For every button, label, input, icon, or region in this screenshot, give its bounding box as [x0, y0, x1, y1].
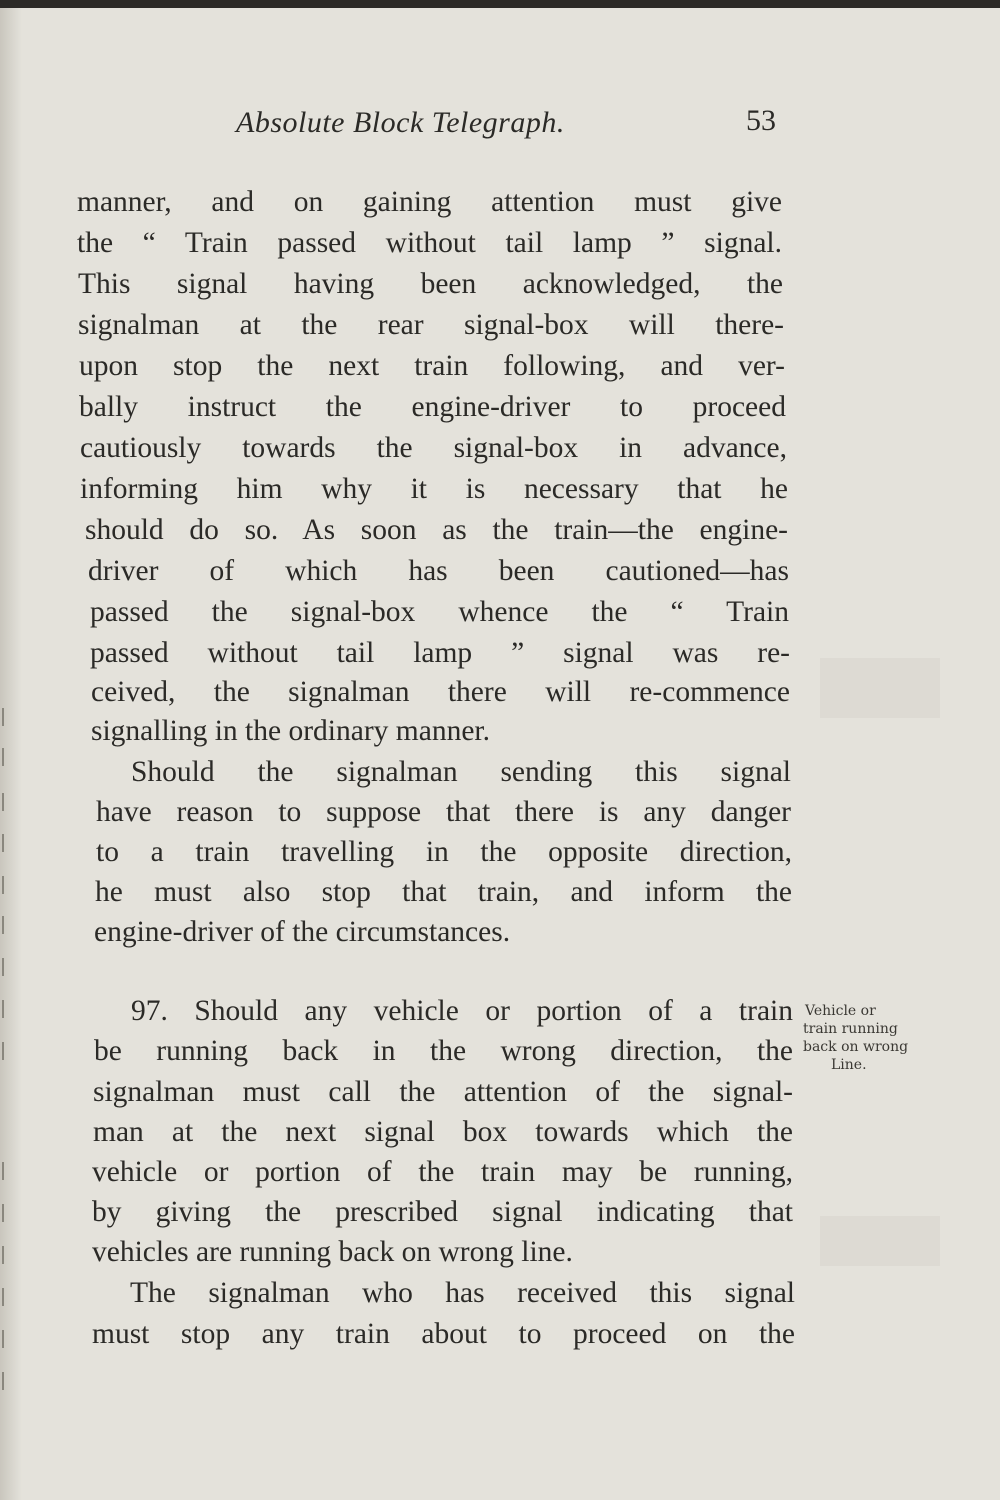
page-header: [0, 100, 1000, 150]
text-line: upon stop the next train following, and ver-: [79, 350, 785, 382]
text-line: The signalman who has received this signal: [130, 1277, 795, 1309]
text-line: vehicles are running back on wrong line.: [92, 1236, 573, 1268]
text-line: 97. Should any vehicle or portion of a train: [131, 995, 793, 1027]
text-line: have reason to suppose that there is any danger: [96, 796, 791, 828]
text-line: cautiously towards the signal-box in advance,: [80, 432, 787, 464]
book-page: [0, 8, 1000, 1500]
edge-mark: [2, 1288, 16, 1306]
text-line: the “ Train passed without tail lamp ” signal.: [77, 227, 782, 259]
text-line: passed the signal-box whence the “ Train: [90, 596, 789, 628]
margin-note-line: back on wrong: [803, 1039, 909, 1055]
edge-mark: [2, 708, 16, 726]
text-line: by giving the prescribed signal indicating that: [92, 1196, 793, 1228]
text-line: he must also stop that train, and inform the: [95, 876, 792, 908]
margin-note-line: train running: [803, 1021, 898, 1037]
text-line: be running back in the wrong direction, the: [94, 1035, 793, 1067]
text-line: signalman must call the attention of the signal-: [93, 1076, 793, 1108]
text-line: This signal having been acknowledged, the: [78, 268, 783, 300]
edge-mark: [2, 1162, 16, 1180]
text-line: driver of which has been cautioned—has: [88, 555, 789, 587]
show-through-mark: [820, 658, 940, 718]
text-line: bally instruct the engine-driver to proceed: [79, 391, 786, 423]
edge-mark: [2, 876, 16, 894]
text-line: to a train travelling in the opposite direction,: [96, 836, 792, 868]
text-line: engine-driver of the circumstances.: [94, 916, 511, 948]
text-line: man at the next signal box towards which the: [93, 1116, 793, 1148]
edge-mark: [2, 834, 16, 852]
edge-mark: [2, 916, 16, 934]
margin-note-line: Vehicle or: [805, 1003, 876, 1019]
edge-mark: [2, 958, 16, 976]
text-line: ceived, the signalman there will re-commence: [91, 676, 790, 708]
running-head: Absolute Block Telegraph.: [236, 106, 565, 139]
edge-mark: [2, 1246, 16, 1264]
page-number: 53: [746, 104, 776, 137]
edge-mark: [2, 748, 16, 766]
margin-note: [803, 1002, 973, 1074]
text-line: must stop any train about to proceed on the: [92, 1318, 795, 1350]
text-line: passed without tail lamp ” signal was re-: [90, 637, 790, 669]
text-line: signalling in the ordinary manner.: [91, 715, 490, 747]
edge-mark: [2, 1330, 16, 1348]
text-line: vehicle or portion of the train may be running,: [92, 1156, 793, 1188]
text-line: informing him why it is necessary that he: [80, 473, 788, 505]
edge-mark: [2, 1042, 16, 1060]
edge-mark: [2, 1000, 16, 1018]
show-through-mark: [820, 1216, 940, 1266]
text-line: signalman at the rear signal-box will there-: [78, 309, 784, 341]
edge-mark: [2, 793, 16, 811]
text-line: Should the signalman sending this signal: [131, 756, 791, 788]
text-line: manner, and on gaining attention must give: [77, 186, 782, 218]
text-line: should do so. As soon as the train—the engine-: [85, 514, 788, 546]
margin-note-line: Line.: [831, 1057, 867, 1073]
edge-mark: [2, 1204, 16, 1222]
edge-mark: [2, 1372, 16, 1390]
